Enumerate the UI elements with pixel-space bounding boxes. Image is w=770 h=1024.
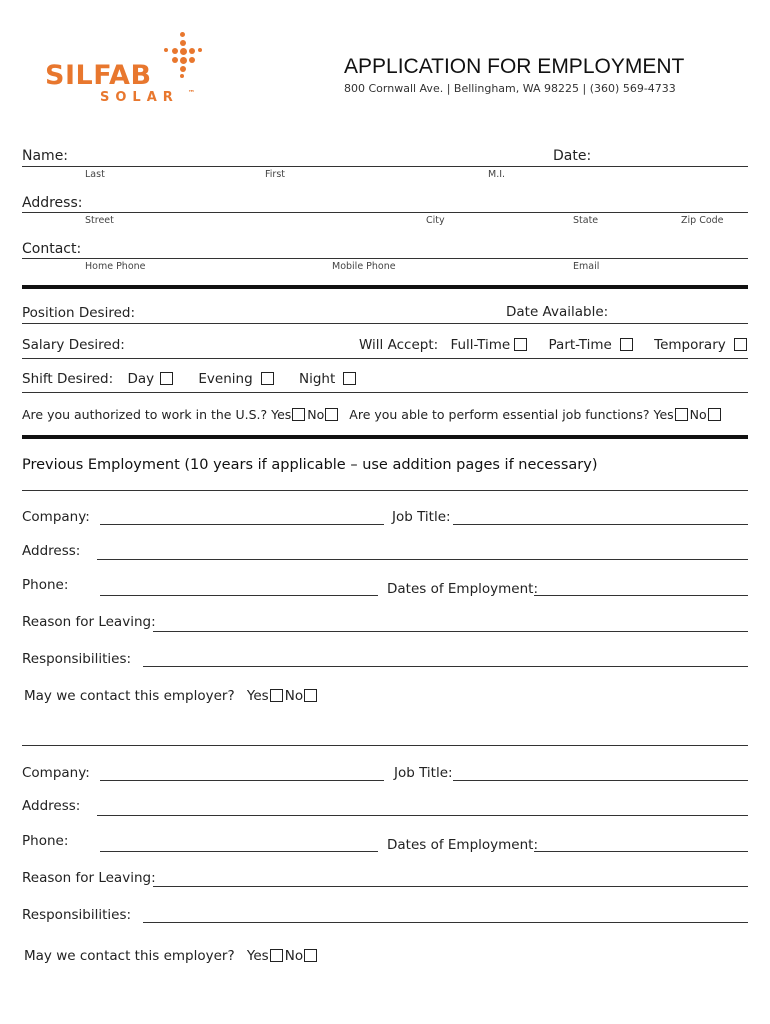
contact-label: Contact:	[22, 241, 82, 257]
logo-dot	[180, 40, 186, 46]
logo-dot	[172, 57, 178, 63]
authorized-yes-label: Yes	[271, 407, 292, 422]
shift-divider	[22, 392, 748, 393]
employer-address-label: Address:	[22, 798, 81, 814]
employer-phone-label: Phone:	[22, 577, 69, 593]
shift-group	[22, 371, 359, 387]
contact-yes-label: Yes	[246, 948, 269, 964]
logo-dot	[180, 74, 184, 78]
name-field[interactable]	[22, 166, 748, 167]
last-name-caption: Last	[85, 169, 105, 180]
date-available-label: Date Available:	[506, 304, 609, 320]
dates-of-employment-label: Dates of Employment:	[387, 837, 538, 853]
address-label: Address:	[22, 195, 83, 211]
reason-for-leaving-label: Reason for Leaving:	[22, 614, 156, 630]
employer-address-field[interactable]	[97, 559, 748, 560]
company-logo	[45, 30, 215, 110]
contact-yes-checkbox[interactable]	[270, 689, 283, 702]
contact-yes-label: Yes	[246, 688, 269, 704]
temporary-checkbox[interactable]	[734, 338, 747, 351]
reason-for-leaving-field[interactable]	[153, 631, 748, 632]
job-title-label: Job Title:	[394, 765, 453, 781]
reason-for-leaving-label: Reason for Leaving:	[22, 870, 156, 886]
state-caption: State	[573, 215, 599, 226]
contact-no-checkbox[interactable]	[304, 949, 317, 962]
responsibilities-field[interactable]	[143, 666, 748, 667]
essential-question: Are you able to perform essential job functions?	[349, 407, 650, 422]
responsibilities-field[interactable]	[143, 922, 748, 923]
logo-main-text: SILFAB	[45, 60, 152, 91]
employer-address-label: Address:	[22, 543, 81, 559]
part-time-checkbox[interactable]	[620, 338, 633, 351]
first-name-caption: First	[265, 169, 285, 180]
name-label: Name:	[22, 148, 69, 164]
responsibilities-label: Responsibilities:	[22, 651, 132, 667]
logo-dot	[172, 48, 178, 54]
home-phone-caption: Home Phone	[85, 261, 146, 272]
company-label: Company:	[22, 765, 90, 781]
employer-phone-label: Phone:	[22, 833, 69, 849]
company-address: 800 Cornwall Ave. | Bellingham, WA 98225 | (360) 569-4733	[344, 82, 676, 95]
evening-label: Evening	[198, 371, 253, 387]
essential-yes-label: Yes	[653, 407, 674, 422]
job-title-field[interactable]	[453, 780, 748, 781]
day-label: Day	[127, 371, 155, 387]
essential-no-checkbox[interactable]	[708, 408, 721, 421]
authorized-question: Are you authorized to work in the U.S.?	[22, 407, 268, 422]
zip-caption: Zip Code	[681, 215, 724, 226]
contact-no-label: No	[284, 948, 304, 964]
date-label: Date:	[553, 148, 592, 164]
will-accept-group	[359, 337, 750, 353]
logo-tm: ™	[188, 89, 195, 97]
logo-dot	[180, 48, 187, 55]
heading-underline	[22, 490, 748, 491]
shift-desired-label: Shift Desired:	[22, 371, 114, 387]
logo-dot	[189, 57, 195, 63]
day-checkbox[interactable]	[160, 372, 173, 385]
previous-employment-heading: Previous Employment (10 years if applicable – use addition pages if necessary)	[22, 457, 598, 473]
city-caption: City	[426, 215, 445, 226]
page-title: APPLICATION FOR EMPLOYMENT	[344, 55, 685, 78]
dates-of-employment-field[interactable]	[534, 595, 748, 596]
essential-no-label: No	[689, 407, 707, 422]
logo-sun-dots-icon	[180, 32, 185, 37]
logo-dot	[198, 48, 202, 52]
employer-divider	[22, 745, 748, 746]
night-label: Night	[298, 371, 336, 387]
night-checkbox[interactable]	[343, 372, 356, 385]
contact-no-label: No	[284, 688, 304, 704]
section-divider	[22, 435, 748, 439]
employer-phone-field[interactable]	[100, 851, 378, 852]
authorization-group	[22, 407, 724, 422]
job-title-label: Job Title:	[392, 509, 451, 525]
contact-employer-question: May we contact this employer?	[24, 688, 235, 704]
full-time-checkbox[interactable]	[514, 338, 527, 351]
middle-initial-caption: M.I.	[488, 169, 506, 180]
company-label: Company:	[22, 509, 90, 525]
contact-employer-group	[24, 948, 320, 964]
logo-dot	[180, 66, 186, 72]
reason-for-leaving-field[interactable]	[153, 886, 748, 887]
email-caption: Email	[573, 261, 600, 272]
authorized-no-checkbox[interactable]	[325, 408, 338, 421]
company-field[interactable]	[100, 780, 384, 781]
company-field[interactable]	[100, 524, 384, 525]
contact-employer-question: May we contact this employer?	[24, 948, 235, 964]
address-field[interactable]	[22, 212, 748, 213]
responsibilities-label: Responsibilities:	[22, 907, 132, 923]
contact-field[interactable]	[22, 258, 748, 259]
contact-yes-checkbox[interactable]	[270, 949, 283, 962]
logo-dot	[164, 48, 168, 52]
salary-field[interactable]	[22, 358, 748, 359]
dates-of-employment-field[interactable]	[534, 851, 748, 852]
temporary-label: Temporary	[654, 337, 726, 353]
employer-address-field[interactable]	[97, 815, 748, 816]
logo-dot	[180, 57, 187, 64]
contact-no-checkbox[interactable]	[304, 689, 317, 702]
mobile-phone-caption: Mobile Phone	[332, 261, 396, 272]
authorized-no-label: No	[307, 407, 325, 422]
authorized-yes-checkbox[interactable]	[292, 408, 305, 421]
dates-of-employment-label: Dates of Employment:	[387, 581, 538, 597]
job-title-field[interactable]	[453, 524, 748, 525]
section-divider	[22, 285, 748, 289]
evening-checkbox[interactable]	[261, 372, 274, 385]
employer-phone-field[interactable]	[100, 595, 378, 596]
essential-yes-checkbox[interactable]	[675, 408, 688, 421]
logo-dot	[189, 48, 195, 54]
full-time-label: Full-Time	[450, 337, 511, 353]
part-time-label: Part-Time	[548, 337, 612, 353]
position-desired-label: Position Desired:	[22, 305, 136, 321]
salary-desired-label: Salary Desired:	[22, 337, 125, 353]
street-caption: Street	[85, 215, 114, 226]
will-accept-label: Will Accept:	[359, 337, 439, 353]
contact-employer-group	[24, 688, 320, 704]
position-field[interactable]	[22, 323, 748, 324]
logo-sub-text: SOLAR	[100, 90, 179, 105]
